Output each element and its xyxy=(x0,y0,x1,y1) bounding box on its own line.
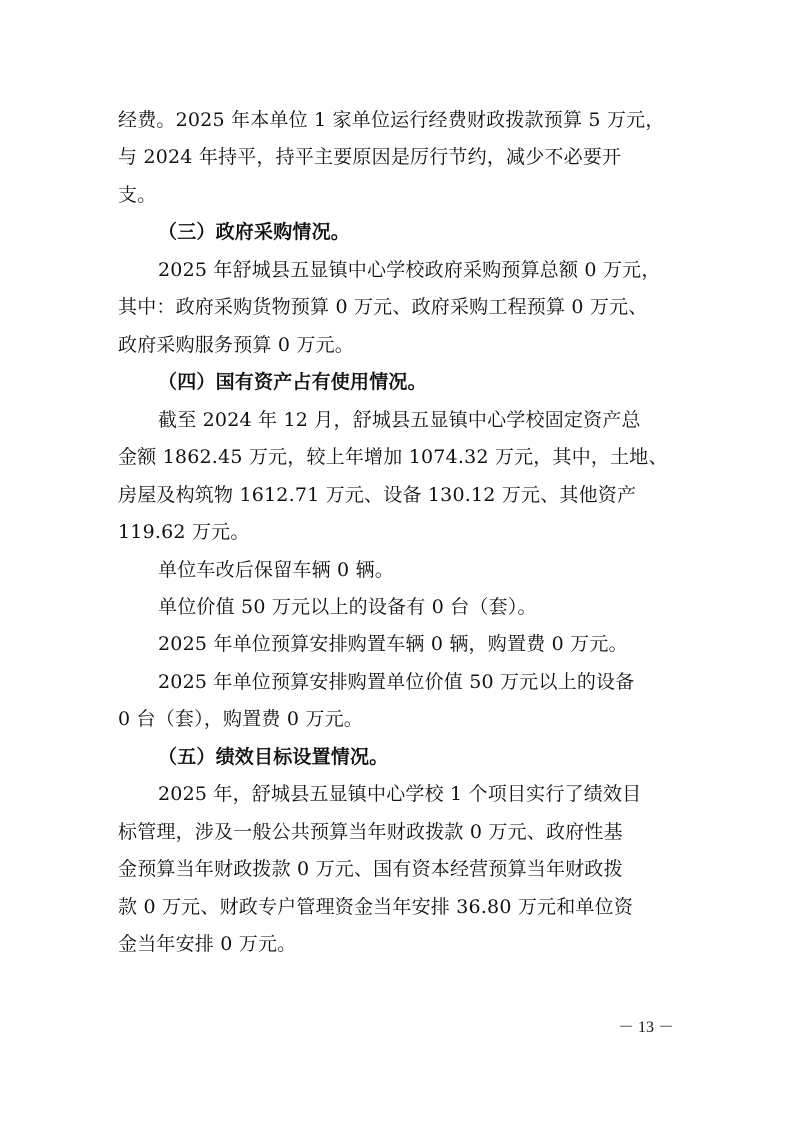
text-line: 单位价值 50 万元以上的设备有 0 台（套）。 xyxy=(158,596,537,618)
section-heading: （三）政府采购情况。 xyxy=(158,221,351,243)
text-line: 与 2024 年持平，持平主要原因是厉行节约，减少不必要开 xyxy=(118,146,622,168)
text-line: 其中：政府采购货物预算 0 万元、政府采购工程预算 0 万元、 xyxy=(118,296,648,318)
text-line: 标管理，涉及一般公共预算当年财政拨款 0 万元、政府性基 xyxy=(118,821,623,843)
section-heading: （四）国有资产占有使用情况。 xyxy=(158,371,427,393)
page-number: － 13 － xyxy=(618,1019,675,1036)
text-line: 政府采购服务预算 0 万元。 xyxy=(118,334,354,356)
text-line: 119.62 万元。 xyxy=(118,521,250,543)
text-line: 金额 1862.45 万元，较上年增加 1074.32 万元，其中，土地、 xyxy=(118,446,668,468)
text-line: 金当年安排 0 万元。 xyxy=(118,933,297,955)
text-line: 2025 年舒城县五显镇中心学校政府采购预算总额 0 万元， xyxy=(158,259,661,281)
text-line: 款 0 万元、财政专户管理资金当年安排 36.80 万元和单位资 xyxy=(118,896,634,918)
text-line: 0 台（套），购置费 0 万元。 xyxy=(118,708,363,730)
text-line: 支。 xyxy=(118,184,157,206)
text-line: 单位车改后保留车辆 0 辆。 xyxy=(158,559,394,581)
text-line: 2025 年，舒城县五显镇中心学校 1 个项目实行了绩效目 xyxy=(158,783,642,805)
text-line: 房屋及构筑物 1612.71 万元、设备 130.12 万元、其他资产 xyxy=(118,484,637,506)
text-line: 截至 2024 年 12 月，舒城县五显镇中心学校固定资产总 xyxy=(158,409,641,431)
text-line: 金预算当年财政拨款 0 万元、国有资本经营预算当年财政拨 xyxy=(118,858,623,880)
text-line: 2025 年单位预算安排购置车辆 0 辆，购置费 0 万元。 xyxy=(158,633,628,655)
section-heading: （五）绩效目标设置情况。 xyxy=(158,746,389,768)
text-line: 经费。2025 年本单位 1 家单位运行经费财政拨款预算 5 万元， xyxy=(118,109,665,131)
text-line: 2025 年单位预算安排购置单位价值 50 万元以上的设备 xyxy=(158,671,635,693)
